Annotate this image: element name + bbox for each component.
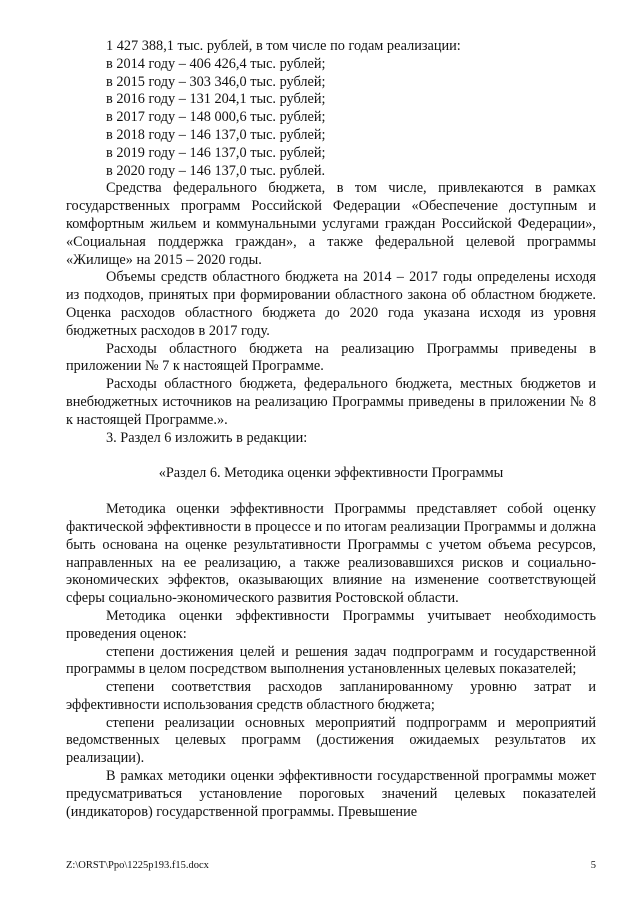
paragraph-expense-compliance: степени соответствия расходов запланированному уровню затрат и эффективности использования средств областного бюджета; — [66, 679, 596, 713]
page-footer — [66, 860, 596, 871]
paragraph-regional-volumes: Объемы средств областного бюджета на 2014 – 2017 годы определены исходя из подходов, принятых при формировании областного закона об областном бюджете. Оценка расходов областного бюджета до 2020 года указана исходя из уровня бюджетных расходов в 2017 году. — [66, 269, 596, 339]
page-number: 5 — [590, 860, 596, 871]
paragraph-assessments: Методика оценки эффективности Программы учитывает необходимость проведения оценок: — [66, 607, 596, 642]
paragraph-goal-achievement: степени достижения целей и решения задач подпрограмм и государственной программы в целом посредством выполнения установленных целевых показателей; — [66, 643, 596, 678]
amount-2016: в 2016 году – 131 204,1 тыс. рублей; — [106, 91, 326, 108]
paragraph-thresholds: В рамках методики оценки эффективности государственной программы может предусматриваться установление пороговых значений целевых показателей (индикаторов) государственной программы. Превышение — [66, 768, 596, 820]
funding-amounts — [66, 38, 596, 180]
paragraph-section-6-intro: 3. Раздел 6 изложить в редакции: — [106, 429, 308, 446]
amount-2018: в 2018 году – 146 137,0 тыс. рублей; — [106, 126, 326, 143]
amount-2014: в 2014 году – 406 426,4 тыс. рублей; — [106, 55, 326, 72]
file-path: Z:\ORST\Ppo\1225p193.f15.docx — [66, 860, 209, 871]
amount-2015: в 2015 году – 303 346,0 тыс. рублей; — [106, 73, 326, 90]
amount-2019: в 2019 году – 146 137,0 тыс. рублей; — [106, 144, 326, 161]
document-body — [66, 38, 596, 821]
section-heading: «Раздел 6. Методика оценки эффективности Программы — [158, 465, 504, 482]
paragraph-methodology: Методика оценки эффективности Программы представляет собой оценку фактической эффективности в процессе и по итогам реализации Программы и должна быть основана на оценке результативности Программы с учетом объема ресурсов, направленных на ее реализацию, а также реализовавшихся рисков и социально-экономических эффектов, оказывающих влияние на изменение соответствующей сферы социально-экономического развития Ростовской области. — [66, 501, 596, 607]
paragraph-appendix-8: Расходы областного бюджета, федерального бюджета, местных бюджетов и внебюджетных источников на реализацию Программы приведены в приложении № 8 к настоящей Программе.». — [66, 376, 596, 428]
amount-2017: в 2017 году – 148 000,6 тыс. рублей; — [106, 109, 326, 126]
paragraph-appendix-7: Расходы областного бюджета на реализацию Программы приведены в приложении № 7 к настоящей Программе. — [66, 340, 596, 375]
paragraph-federal-budget: Средства федерального бюджета, в том числе, привлекаются в рамках государственных программ Российской Федерации «Обеспечение доступным и комфортным жильем и коммунальными услугами граждан Российской Федерации», «Социальная поддержка граждан», а также федеральной целевой программы «Жилище» на 2015 – 2020 годы. — [66, 180, 596, 268]
paragraph-activity-implementation: степени реализации основных мероприятий подпрограмм и мероприятий ведомственных целевых программ (достижения ожидаемых результатов их реализации). — [66, 714, 596, 767]
amount-2020: в 2020 году – 146 137,0 тыс. рублей. — [106, 162, 326, 179]
amount-total: 1 427 388,1 тыс. рублей, в том числе по годам реализации: — [106, 38, 461, 54]
